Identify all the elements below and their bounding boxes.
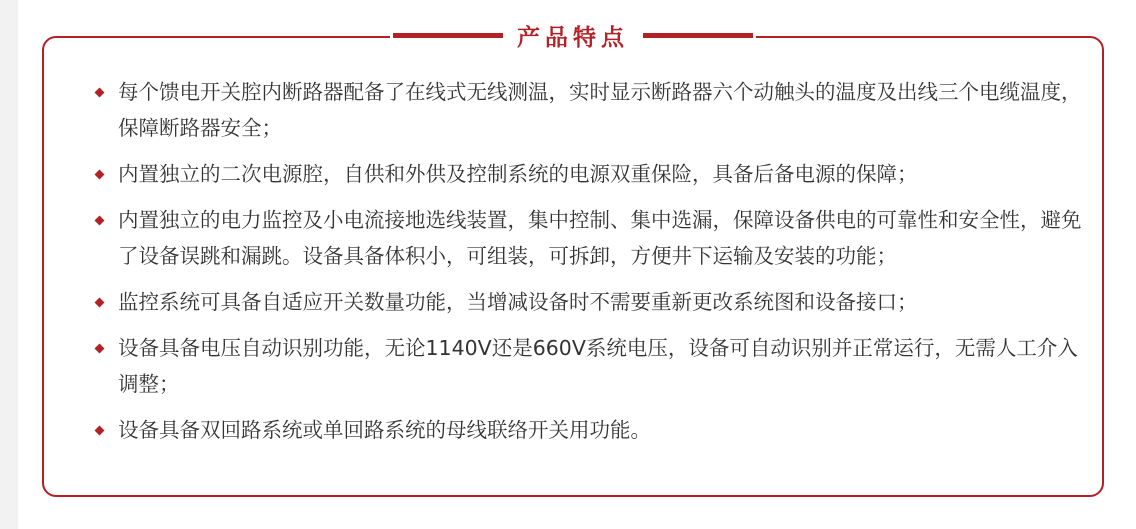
section-header — [390, 14, 756, 56]
feature-text: 设备具备双回路系统或单回路系统的母线联络开关用功能。 — [118, 418, 651, 442]
diamond-bullet-icon — [95, 170, 105, 180]
title-line-left — [393, 33, 503, 38]
feature-text: 监控系统可具备自适应开关数量功能，当增减设备时不需要重新更改系统图和设备接口； — [118, 290, 918, 314]
diamond-bullet-icon — [95, 298, 105, 308]
section-title: 产品特点 — [517, 24, 629, 51]
feature-item-5 — [96, 330, 1086, 402]
feature-list — [96, 74, 1086, 458]
feature-text: 每个馈电开关腔内断路器配备了在线式无线测温，实时显示断路器六个动触头的温度及出线三个电缆温度，保障断路器安全； — [118, 80, 1082, 140]
diamond-bullet-icon — [95, 344, 105, 354]
feature-item-6 — [96, 412, 1086, 448]
feature-item-4 — [96, 284, 1086, 320]
feature-item-1 — [96, 74, 1086, 146]
left-margin-strip — [0, 0, 18, 529]
diamond-bullet-icon — [95, 426, 105, 436]
title-line-right — [643, 33, 753, 38]
feature-item-3 — [96, 202, 1086, 274]
diamond-bullet-icon — [95, 88, 105, 98]
feature-text: 内置独立的电力监控及小电流接地选线装置，集中控制、集中选漏，保障设备供电的可靠性和安全性，避免了设备误跳和漏跳。设备具备体积小，可组装，可拆卸，方便井下运输及安装的功能； — [118, 208, 1082, 268]
feature-text: 设备具备电压自动识别功能，无论1140V还是660V系统电压，设备可自动识别并正常运行，无需人工介入调整； — [118, 336, 1078, 396]
feature-item-2 — [96, 156, 1086, 192]
diamond-bullet-icon — [95, 216, 105, 226]
feature-text: 内置独立的二次电源腔，自供和外供及控制系统的电源双重保险，具备后备电源的保障； — [118, 162, 918, 186]
